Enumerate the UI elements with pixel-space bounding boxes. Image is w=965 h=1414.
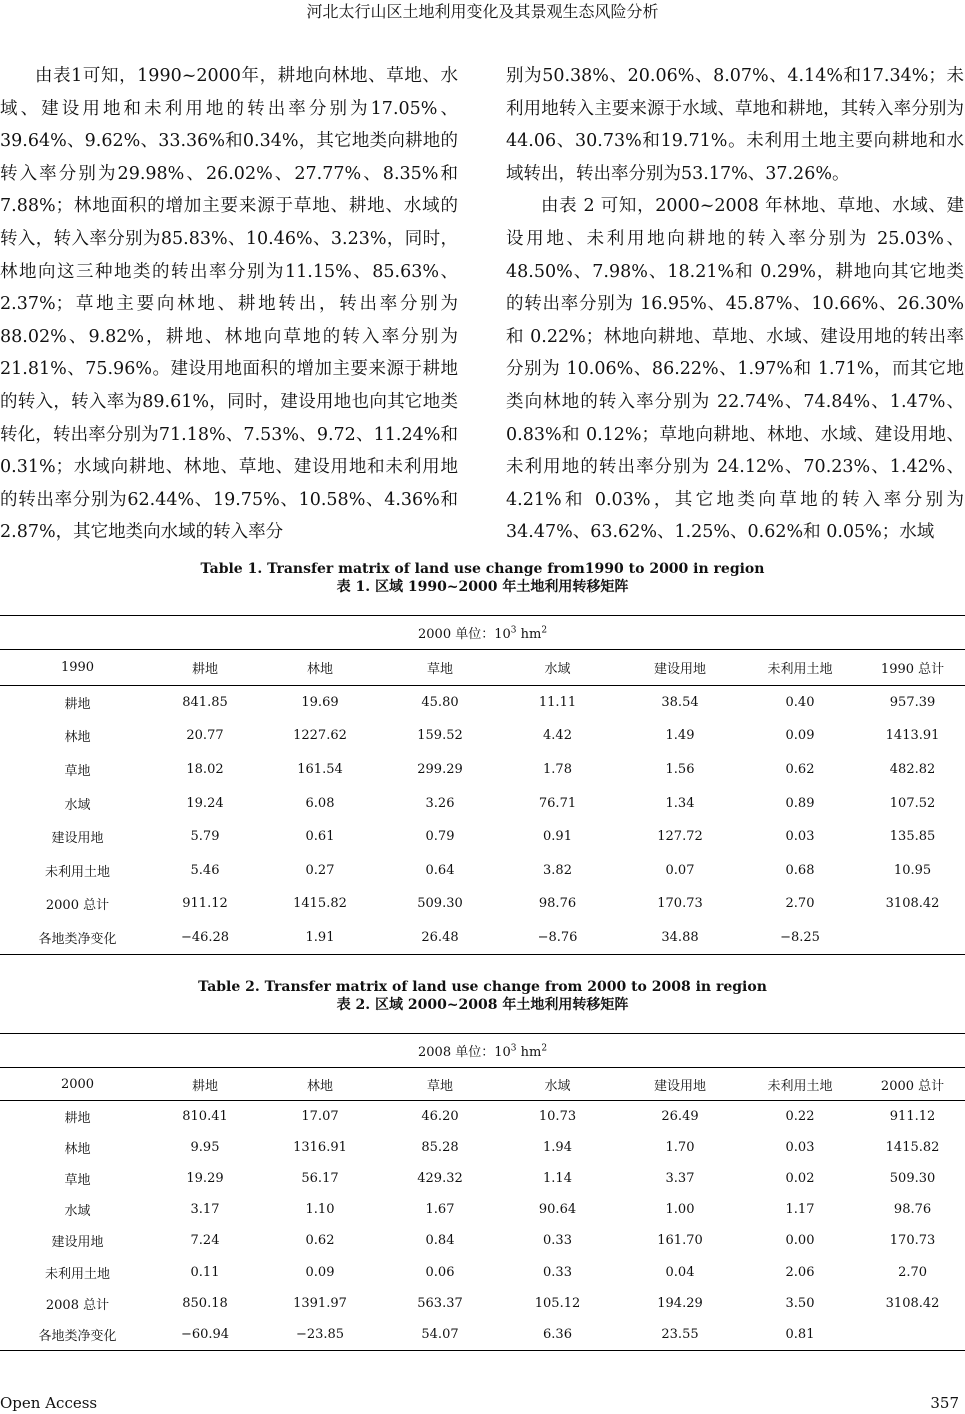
table1-cell: 159.52: [417, 728, 463, 744]
table2-header-row: [0, 1068, 965, 1101]
table1-cell: 3.26: [425, 795, 455, 811]
table2-header-cell: 未利用土地: [740, 1068, 860, 1101]
right-text-column: [506, 60, 964, 549]
table2-cell: 10.73: [538, 1108, 577, 1124]
table2-cell: 1.14: [543, 1170, 572, 1186]
table1-header-cell: 草地: [385, 650, 495, 686]
table1-cell: 5.46: [190, 862, 220, 878]
table2-cell: 54.07: [385, 1319, 495, 1350]
table1-header-cell: 林地: [255, 650, 385, 686]
table2-header-cell: 2000 总计: [860, 1068, 965, 1101]
table1-cell: 1.49: [665, 728, 695, 744]
table2-cell: 170.73: [889, 1233, 936, 1249]
table2-cell: 0.22: [785, 1108, 815, 1124]
table1-cell: 45.80: [421, 695, 459, 711]
table1-cell: 299.29: [417, 761, 463, 777]
table2-cell: 0.04: [665, 1264, 695, 1280]
table2-cell: 0.03: [785, 1139, 815, 1155]
table1-cell: 0.91: [543, 829, 572, 845]
table1-cell: −8.76: [495, 921, 620, 955]
table1-cell: 4.42: [543, 728, 572, 744]
table1-cell: 26.48: [385, 921, 495, 955]
table2-cell: 98.76: [893, 1202, 932, 1218]
table2-cell: 26.49: [661, 1108, 699, 1124]
table1-cell: 34.88: [620, 921, 740, 955]
table1-cell: 3108.42: [885, 896, 940, 912]
table2-header-cell: 水域: [495, 1068, 620, 1101]
table1-cell: 1.91: [255, 921, 385, 955]
table1-row: [0, 753, 965, 787]
table2-transfer-matrix: [0, 1033, 965, 1351]
table2-cell: 161.70: [657, 1233, 703, 1249]
table2-cell: 1.17: [785, 1202, 815, 1218]
table1-header-cell: 1990: [0, 650, 155, 686]
table1-cell: 98.76: [538, 896, 577, 912]
table2-cell: 0.62: [305, 1233, 335, 1249]
table1-cell: 0.09: [785, 728, 815, 744]
paragraph-table1-analysis: 由表1可知，1990~2000年，耕地向林地、草地、水域、建设用地和未利用地的转出率分别为17.05%、39.64%、9.62%、33.36%和0.34%，其它地类向耕地的转入率分别为29.98%、26.02%、27.77%、8.35%和7.88%；林地面积的增加主要来源于草地、耕地、水域的转入，转入率分别为85.83%、10.46%、3.23%，同时，林地向这三种地类的转出率分别为11.15%、85.63%、2.37%；草地主要向林地、耕地转出，转出率分别为88.02%、9.82%，耕地、林地向草地的转入率分别为21.81%、75.96%。建设用地面积的增加主要来源于耕地的转入，转入率为89.61%，同时，建设用地也向其它地类转化，转出率分别为71.18%、7.53%、9.72、11.24%和0.31%；水域向耕地、林地、草地、建设用地和未利用地的转出率分别为62.44%、19.75%、10.58%、4.36%和2.87%，其它地类向水域的转入率分: [0, 66, 458, 543]
table1-cell: 76.71: [538, 795, 577, 811]
table1-header-cell: 耕地: [155, 650, 255, 686]
table1-cell: −46.28: [155, 921, 255, 955]
table1-row-label: 2000 总计: [45, 898, 110, 914]
table2-row-label: 未利用土地: [44, 1266, 110, 1282]
table2-header-cell: 林地: [255, 1068, 385, 1101]
table2-cell: 46.20: [421, 1108, 459, 1124]
table2-cell: 509.30: [889, 1170, 936, 1186]
table2-cell: 0.81: [740, 1319, 860, 1350]
table1-cell: 0.79: [425, 829, 455, 845]
table1-cell: 1.56: [665, 761, 695, 777]
running-head: 河北太行山区土地利用变化及其景观生态风险分析: [306, 2, 659, 21]
table1-cell: 1413.91: [885, 728, 940, 744]
table1-cell: 2.70: [785, 896, 815, 912]
table2-row: [0, 1288, 965, 1319]
table1-cell: 18.02: [186, 761, 224, 777]
table2-caption: [0, 978, 965, 1014]
left-text-column: [0, 60, 458, 549]
table1-cell: 0.40: [785, 695, 815, 711]
table1-cell: 135.85: [889, 829, 936, 845]
table2-caption-zh: 表 2. 区域 2000~2008 年土地利用转移矩阵: [336, 997, 629, 1013]
table2-cell: 1.70: [665, 1139, 695, 1155]
table1-caption: [0, 560, 965, 596]
table1-header-cell: 建设用地: [620, 650, 740, 686]
table2-cell: 9.95: [190, 1139, 220, 1155]
table1-row: [0, 887, 965, 921]
table1-cell: 957.39: [889, 695, 936, 711]
table1-cell: 0.07: [665, 862, 695, 878]
table2-cell: [860, 1319, 965, 1350]
table1-cell: 107.52: [889, 795, 936, 811]
table1-row-label: 各地类净变化: [0, 921, 155, 955]
table1-cell: 10.95: [893, 862, 932, 878]
table2-cell: 2.06: [785, 1264, 815, 1280]
table1-cell: 11.11: [538, 695, 577, 711]
table2-cell: 0.84: [425, 1233, 455, 1249]
table1-cell: 911.12: [182, 896, 228, 912]
table1-unit: 2000 单位：$10^3$ $hm^2$: [0, 616, 965, 650]
table2-cell: 3.37: [665, 1170, 695, 1186]
table2-cell: 1.94: [543, 1139, 572, 1155]
table1-row-label: 水域: [64, 797, 91, 813]
table2-cell: 2.70: [898, 1264, 928, 1280]
table2-cell: 563.37: [417, 1295, 463, 1311]
table2-row: [0, 1132, 965, 1163]
table2-cell: 3.17: [190, 1202, 220, 1218]
table1-cell: 0.03: [785, 829, 815, 845]
table2-cell: 56.17: [301, 1170, 339, 1186]
table1-row: [0, 719, 965, 753]
table2-row-label: 林地: [64, 1141, 91, 1157]
table1-cell: 38.54: [661, 695, 699, 711]
table1-header-cell: 1990 总计: [860, 650, 965, 686]
table2-cell: 0.02: [785, 1170, 815, 1186]
table1-cell: 161.54: [297, 761, 343, 777]
table2-cell: 1391.97: [293, 1295, 347, 1311]
page-number: 357: [930, 1394, 959, 1412]
table1-cell: 509.30: [417, 896, 463, 912]
table1-cell: 19.69: [301, 695, 339, 711]
table2-cell: 0.09: [305, 1264, 335, 1280]
table1-row-label: 草地: [64, 763, 91, 779]
table2-cell: 1415.82: [885, 1139, 940, 1155]
table2-header-cell: 耕地: [155, 1068, 255, 1101]
table2-cell: 0.11: [190, 1264, 220, 1280]
table2-cell: −23.85: [255, 1319, 385, 1350]
table2-cell: 1316.91: [293, 1139, 347, 1155]
table1-cell: 841.85: [182, 695, 228, 711]
table2-row: [0, 1163, 965, 1194]
table1-cell: 1.34: [665, 795, 695, 811]
table2-row-label: 建设用地: [51, 1235, 104, 1251]
table1-row: [0, 820, 965, 854]
table1-header-cell: 未利用土地: [740, 650, 860, 686]
table2-row-label: 2008 总计: [45, 1297, 110, 1313]
table2-cell: 105.12: [534, 1295, 581, 1311]
table1-cell: 1415.82: [293, 896, 347, 912]
table1-row-label: 耕地: [64, 697, 91, 713]
table1-cell: 0.61: [305, 829, 335, 845]
table2-cell: 6.36: [495, 1319, 620, 1350]
table1-cell: 19.24: [186, 795, 224, 811]
table2-cell: 1.10: [305, 1202, 335, 1218]
table2-unit-row: [0, 1034, 965, 1068]
table2-header-cell: 建设用地: [620, 1068, 740, 1101]
paragraph-continuation: 别为50.38%、20.06%、8.07%、4.14%和17.34%；未利用地转入主要来源于水域、草地和耕地，其转入率分别为44.06、30.73%和19.71%。未利用土地主要向耕地和水域转出，转出率分别为53.17%、37.26%。: [506, 66, 964, 184]
table2-cell: 911.12: [889, 1108, 936, 1124]
table1-row: [0, 853, 965, 887]
table1-unit-row: [0, 616, 965, 650]
table1-cell: 20.77: [186, 728, 224, 744]
table1-header-row: [0, 650, 965, 686]
table1-cell: 127.72: [657, 829, 703, 845]
table1-cell: 1227.62: [293, 728, 347, 744]
table2-cell: 3108.42: [885, 1295, 940, 1311]
table2-cell: 17.07: [301, 1108, 339, 1124]
table1-cell: 1.78: [543, 761, 572, 777]
table2-caption-en: Table 2. Transfer matrix of land use change from 2000 to 2008 in region: [198, 979, 767, 995]
table2-cell: 3.50: [785, 1295, 815, 1311]
paragraph-table2-analysis: 由表 2 可知，2000~2008 年林地、草地、水域、建设用地、未利用地向耕地的转入率分别为 25.03%、48.50%、7.98%、18.21%和 0.29%，耕地向其它地类的转出率分别为 16.95%、45.87%、10.66%、26.30% 和 0.22%；林地向耕地、草地、水域、建设用地的转出率分别为 10.06%、86.22%、1.97%和 1.71%，而其它地类向林地的转入率分别为 22.74%、74.84%、1.47%、0.83%和 0.12%；草地向耕地、林地、水域、建设用地、未利用地的转出率分别为 24.12%、70.23%、1.42%、4.21%和 0.03%，其它地类向草地的转入率分别为 34.47%、63.62%、1.25%、0.62%和 0.05%；水域: [506, 196, 964, 543]
table1-transfer-matrix: [0, 615, 965, 955]
table2-cell: 0.06: [425, 1264, 455, 1280]
table2-row: [0, 1194, 965, 1225]
table1-cell: −8.25: [740, 921, 860, 955]
table2-cell: 1.00: [665, 1202, 695, 1218]
table2-row-label: 草地: [64, 1172, 91, 1188]
table2-unit: 2008 单位：$10^3$ $hm^2$: [0, 1034, 965, 1068]
table2-cell: 810.41: [182, 1108, 228, 1124]
table1-row-label: 未利用土地: [44, 864, 110, 880]
table2-cell: 85.28: [421, 1139, 459, 1155]
table1-row-label: 林地: [64, 730, 91, 746]
table2-row-label: 耕地: [64, 1110, 91, 1126]
table1-cell: 0.68: [785, 862, 815, 878]
table1-cell: 5.79: [190, 829, 220, 845]
table1-caption-en: Table 1. Transfer matrix of land use change from1990 to 2000 in region: [200, 561, 765, 577]
table2-row: [0, 1101, 965, 1132]
table2-row: [0, 1319, 965, 1350]
table1-cell: [860, 921, 965, 955]
table1-cell: 0.64: [425, 862, 455, 878]
table2-row: [0, 1256, 965, 1287]
table2-row-label: 水域: [64, 1204, 91, 1220]
table1-caption-zh: 表 1. 区域 1990~2000 年土地利用转移矩阵: [336, 579, 629, 595]
table2-cell: −60.94: [155, 1319, 255, 1350]
table1-cell: 0.89: [785, 795, 815, 811]
table1-cell: 6.08: [305, 795, 335, 811]
table2-cell: 7.24: [190, 1233, 220, 1249]
table1-row: [0, 921, 965, 955]
table1-row-label: 建设用地: [51, 831, 104, 847]
table2-row-label: 各地类净变化: [0, 1319, 155, 1350]
table2-cell: 23.55: [620, 1319, 740, 1350]
table2-header-cell: 2000: [0, 1068, 155, 1101]
table2-cell: 19.29: [186, 1170, 224, 1186]
table2-cell: 0.33: [543, 1264, 572, 1280]
table1-cell: 170.73: [657, 896, 703, 912]
table2-header-cell: 草地: [385, 1068, 495, 1101]
table2-cell: 0.33: [543, 1233, 572, 1249]
table2-cell: 194.29: [657, 1295, 703, 1311]
table1-header-cell: 水域: [495, 650, 620, 686]
table2-cell: 429.32: [417, 1170, 463, 1186]
table1-row: [0, 786, 965, 820]
table2-row: [0, 1225, 965, 1256]
footer-open-access: Open Access: [0, 1394, 98, 1412]
table1-cell: 482.82: [889, 761, 936, 777]
table1-cell: 0.62: [785, 761, 815, 777]
table2-cell: 90.64: [538, 1202, 577, 1218]
table2-cell: 0.00: [785, 1233, 815, 1249]
table1-row: [0, 686, 965, 720]
table2-cell: 850.18: [182, 1295, 228, 1311]
table1-cell: 3.82: [543, 862, 572, 878]
table1-cell: 0.27: [305, 862, 335, 878]
table2-cell: 1.67: [425, 1202, 455, 1218]
